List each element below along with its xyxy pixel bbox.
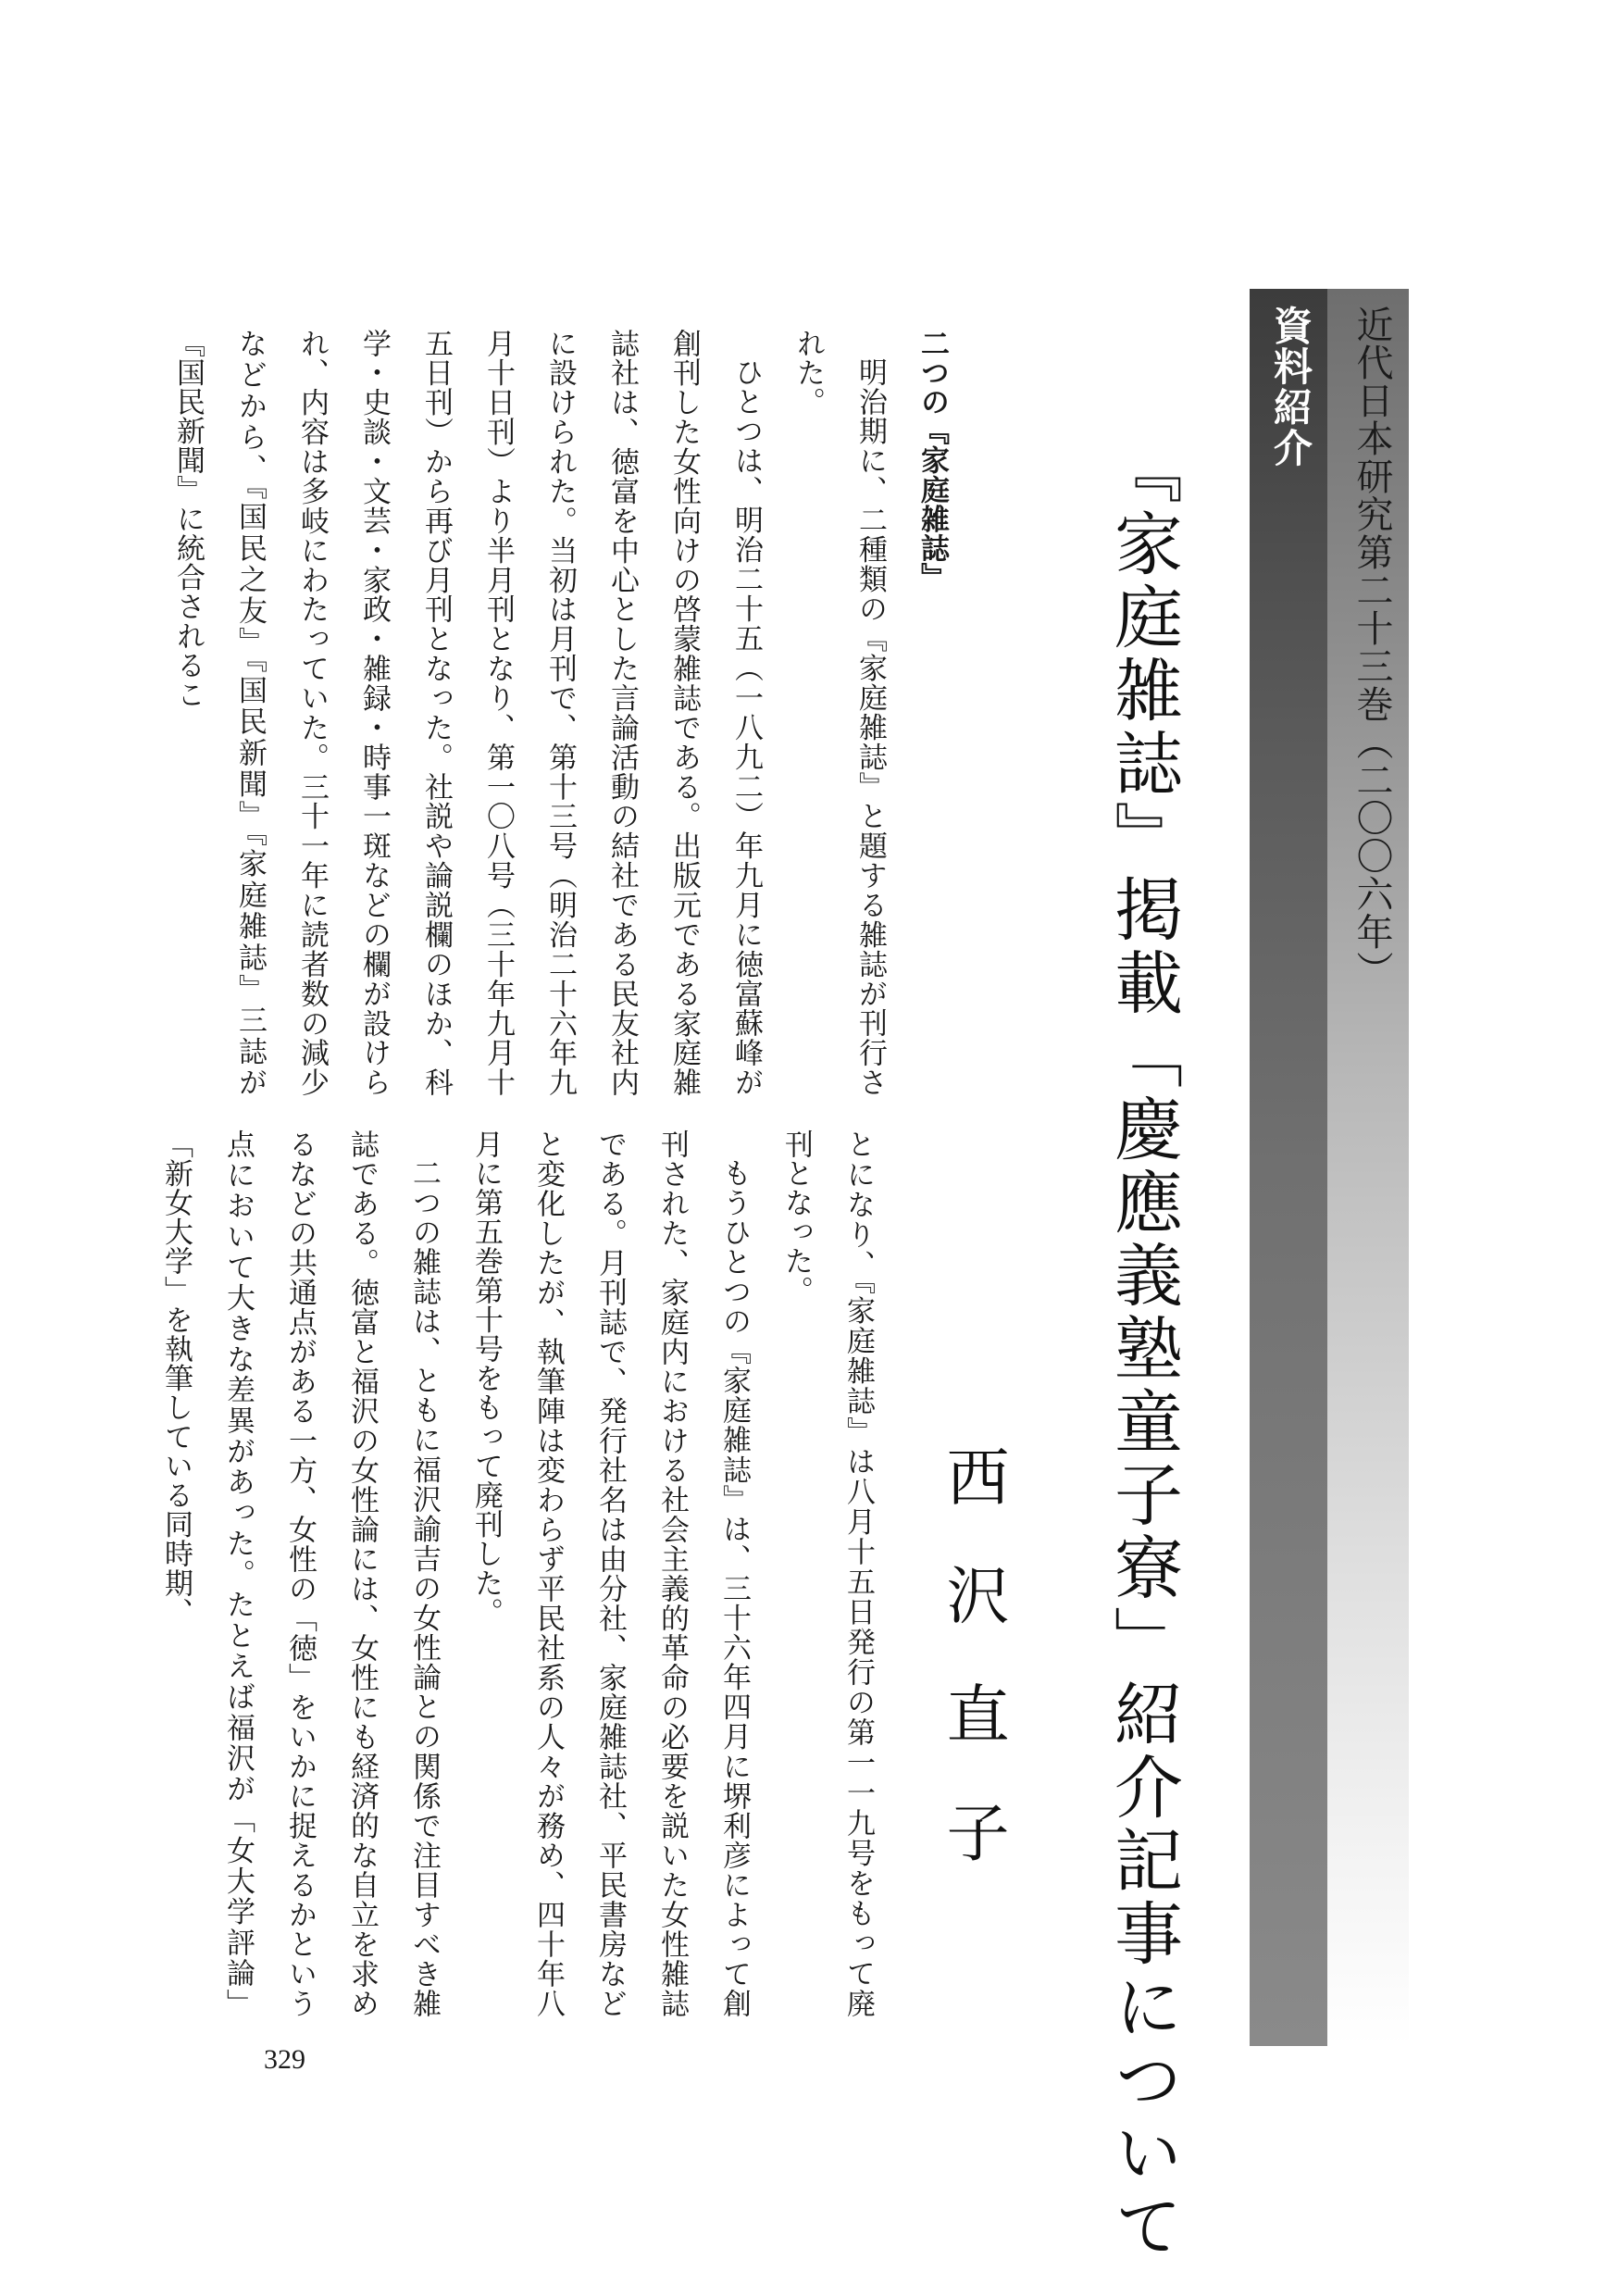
lower-text-block: [159, 1129, 889, 2018]
paragraph: ひとつは、明治二十五（一八九二）年九月に徳富蘇峰が創刊した女性向けの啓蒙雑誌である。出版元である家庭雑誌社は、徳富を中心とした言論活動の結社である民友社内に設けられた。当初は月刊で、第十三号（明治二十六年九月十日刊）より半月刊となり、第一〇八号（三十年九月十五日刊）から再び月刊となった。社説や論説欄のほか、科学・史談・文芸・家政・雑録・時事一斑などの欄が設けられ、内容は多岐にわたっていた。三十一年に読者数の減少などから、『国民之友』『国民新聞』『家庭雑誌』三誌が『国民新聞』に統合されるこ: [171, 329, 763, 1097]
paragraph: 明治期に、二種類の『家庭雑誌』と題する雑誌が刊行された。: [791, 329, 887, 1097]
section-band-strip: [1250, 289, 1327, 2046]
paragraph: とになり、『家庭雑誌』は八月十五日発行の第一一九号をもって廃刊となった。: [779, 1129, 875, 2018]
paragraph: もうひとつの『家庭雑誌』は、三十六年四月に堺利彦によって創刊された、家庭内における社会主義的革命の必要を説いた女性雑誌である。月刊誌で、発行社名は由分社、家庭雑誌社、平民書房などと変化したが、執筆陣は変わらず平民社系の人々が務め、四十年八月に第五巻第十号をもって廃刊した。: [469, 1129, 751, 2018]
paragraph: 二つの雑誌は、ともに福沢諭吉の女性論との関係で注目すべき雑誌である。徳富と福沢の女性論には、女性にも経済的な自立を求めるなどの共通点がある一方、女性の「徳」をいかに捉えるかという点において大きな差異があった。たとえば福沢が「女大学評論」「新女大学」を執筆している同時期、: [159, 1129, 441, 2018]
section-heading: 二つの『家庭雑誌』: [915, 329, 949, 593]
upper-body-text: [156, 329, 963, 1097]
lower-body-text: [144, 1129, 889, 2018]
upper-text-block: [171, 329, 963, 1097]
section-label: 資料紹介: [1268, 306, 1313, 468]
page-number: 329: [264, 2044, 305, 2075]
author-name: 西沢直子: [936, 1444, 1009, 1918]
journal-title: 近代日本研究第二十三巻（二〇〇六年）: [1350, 306, 1393, 989]
article-title: 『家庭雑誌』掲載「慶應義塾童子寮」紹介記事について: [1103, 435, 1183, 2264]
